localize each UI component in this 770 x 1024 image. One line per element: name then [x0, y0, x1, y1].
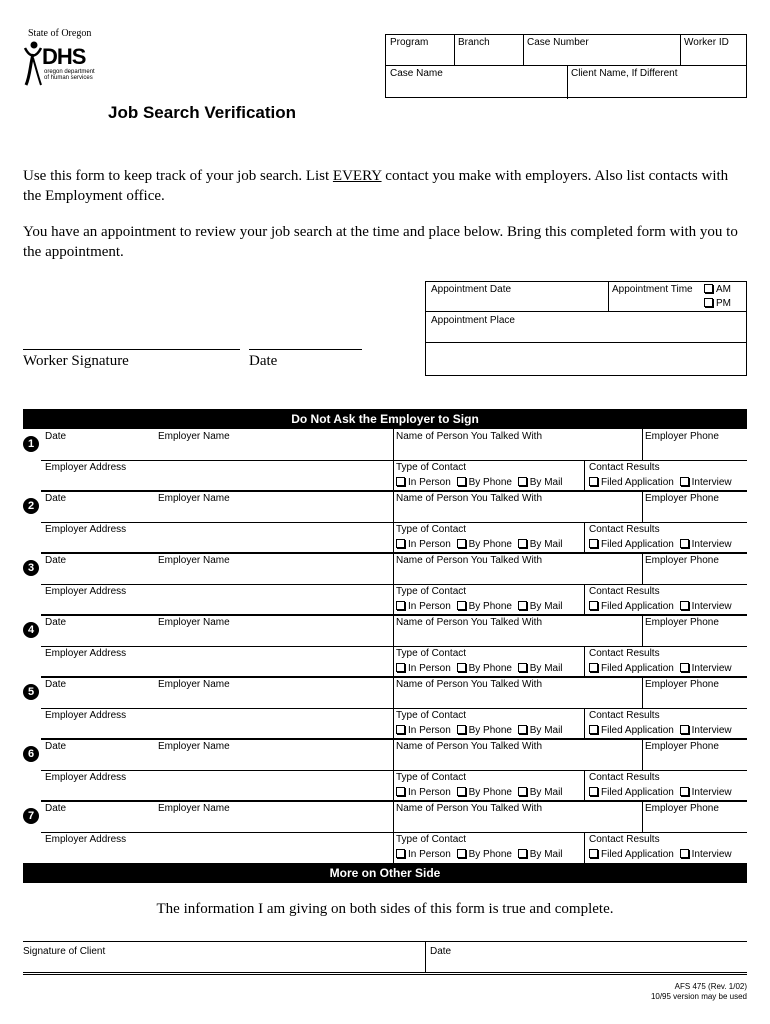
logo-wordmark: DHS	[42, 44, 86, 69]
job-contact-log	[23, 429, 747, 863]
more-on-other-side-bar: More on Other Side	[23, 863, 747, 883]
case-info-box	[385, 34, 747, 98]
contact-entry	[23, 429, 747, 491]
program-field[interactable]: Program	[390, 37, 429, 48]
contact-results-label: Contact Results	[589, 524, 660, 535]
employer-address-field[interactable]: Employer Address	[45, 462, 127, 473]
filed-application-checkbox[interactable]	[589, 725, 598, 734]
type-of-contact-label: Type of Contact	[396, 834, 467, 845]
interview-option[interactable]: Interview	[680, 539, 732, 550]
filed-application-checkbox[interactable]	[589, 663, 598, 672]
in-person-option[interactable]: In Person	[396, 849, 451, 860]
logo-subtitle-2: of human services	[44, 75, 93, 81]
by-mail-option[interactable]: By Mail	[518, 539, 563, 550]
case-number-field[interactable]: Case Number	[527, 37, 589, 48]
by-mail-option[interactable]: By Mail	[518, 663, 563, 674]
employer-phone-field[interactable]: Employer Phone	[645, 803, 719, 814]
employer-address-field[interactable]: Employer Address	[45, 648, 127, 659]
client-date-field[interactable]: Date	[430, 946, 452, 957]
contact-type-options	[396, 663, 563, 675]
person-talked-with-field[interactable]: Name of Person You Talked With	[396, 493, 543, 504]
contact-entry	[23, 553, 747, 615]
by-mail-checkbox[interactable]	[518, 725, 527, 734]
every-emphasis: EVERY	[332, 168, 382, 184]
by-phone-checkbox[interactable]	[457, 539, 466, 548]
contact-type-options	[396, 725, 563, 737]
client-signature-box	[23, 941, 747, 975]
worker-date-line[interactable]	[249, 349, 362, 350]
contact-entry	[23, 615, 747, 677]
contact-type-options	[396, 849, 563, 861]
employer-phone-field[interactable]: Employer Phone	[645, 617, 719, 628]
date-field[interactable]: Date	[45, 431, 67, 442]
contact-entry	[23, 801, 747, 863]
am-checkbox[interactable]	[704, 284, 713, 293]
contact-entry	[23, 739, 747, 801]
by-phone-option[interactable]: By Phone	[457, 849, 512, 860]
filed-application-checkbox[interactable]	[589, 787, 598, 796]
interview-option[interactable]: Interview	[680, 725, 732, 736]
contact-results-label: Contact Results	[589, 648, 660, 659]
date-field[interactable]: Date	[45, 803, 67, 814]
by-phone-checkbox[interactable]	[457, 787, 466, 796]
filed-application-option[interactable]: Filed Application	[589, 601, 674, 612]
employer-phone-field[interactable]: Employer Phone	[645, 431, 719, 442]
entry-number-badge: 2	[23, 498, 39, 514]
contact-results-label: Contact Results	[589, 462, 660, 473]
employer-address-field[interactable]: Employer Address	[45, 834, 127, 845]
date-field[interactable]: Date	[45, 493, 67, 504]
interview-option[interactable]: Interview	[680, 787, 732, 798]
person-talked-with-field[interactable]: Name of Person You Talked With	[396, 617, 543, 628]
version-note: 10/95 version may be used	[650, 992, 747, 1001]
log-header-bar: Do Not Ask the Employer to Sign	[23, 409, 747, 429]
date-field[interactable]: Date	[45, 679, 67, 690]
type-of-contact-label: Type of Contact	[396, 462, 467, 473]
contact-results-label: Contact Results	[589, 586, 660, 597]
interview-checkbox[interactable]	[680, 787, 689, 796]
employer-name-field[interactable]: Employer Name	[158, 741, 230, 752]
entry-number-badge: 4	[23, 622, 39, 638]
contact-type-options	[396, 477, 563, 489]
client-signature-field[interactable]: Signature of Client	[23, 946, 106, 957]
by-mail-option[interactable]: By Mail	[518, 477, 563, 488]
interview-option[interactable]: Interview	[680, 663, 732, 674]
by-phone-checkbox[interactable]	[457, 663, 466, 672]
by-mail-option[interactable]: By Mail	[518, 849, 563, 860]
person-talked-with-field[interactable]: Name of Person You Talked With	[396, 431, 543, 442]
worker-date-label: Date	[249, 353, 278, 369]
interview-option[interactable]: Interview	[680, 601, 732, 612]
page-title: Job Search Verification	[108, 103, 297, 122]
in-person-checkbox[interactable]	[396, 539, 405, 548]
entry-number-badge: 5	[23, 684, 39, 700]
by-phone-checkbox[interactable]	[457, 849, 466, 858]
contact-type-options	[396, 601, 563, 613]
appointment-place-field[interactable]: Appointment Place	[431, 315, 515, 326]
employer-phone-field[interactable]: Employer Phone	[645, 555, 719, 566]
in-person-option[interactable]: In Person	[396, 477, 451, 488]
in-person-option[interactable]: In Person	[396, 787, 451, 798]
contact-results-options	[589, 663, 732, 675]
filed-application-option[interactable]: Filed Application	[589, 477, 674, 488]
am-option[interactable]: AM	[704, 284, 731, 296]
filed-application-option[interactable]: Filed Application	[589, 539, 674, 550]
employer-address-field[interactable]: Employer Address	[45, 772, 127, 783]
filed-application-checkbox[interactable]	[589, 477, 598, 486]
worker-signature-label: Worker Signature	[23, 353, 129, 369]
contact-results-label: Contact Results	[589, 710, 660, 721]
employer-name-field[interactable]: Employer Name	[158, 803, 230, 814]
by-mail-checkbox[interactable]	[518, 539, 527, 548]
branch-field[interactable]: Branch	[458, 37, 490, 48]
by-mail-checkbox[interactable]	[518, 663, 527, 672]
form-id: AFS 475 (Rev. 1/02)	[674, 982, 747, 991]
entry-number-badge: 3	[23, 560, 39, 576]
in-person-option[interactable]: In Person	[396, 601, 451, 612]
in-person-checkbox[interactable]	[396, 663, 405, 672]
contact-entry	[23, 677, 747, 739]
contact-entry	[23, 491, 747, 553]
by-phone-option[interactable]: By Phone	[457, 601, 512, 612]
employer-name-field[interactable]: Employer Name	[158, 617, 230, 628]
by-phone-checkbox[interactable]	[457, 601, 466, 610]
employer-name-field[interactable]: Employer Name	[158, 555, 230, 566]
interview-option[interactable]: Interview	[680, 849, 732, 860]
in-person-checkbox[interactable]	[396, 725, 405, 734]
date-field[interactable]: Date	[45, 555, 67, 566]
filed-application-option[interactable]: Filed Application	[589, 725, 674, 736]
type-of-contact-label: Type of Contact	[396, 524, 467, 535]
state-label: State of Oregon	[28, 28, 92, 39]
contact-results-options	[589, 601, 732, 613]
employer-phone-field[interactable]: Employer Phone	[645, 741, 719, 752]
employer-name-field[interactable]: Employer Name	[158, 679, 230, 690]
appointment-time-field[interactable]: Appointment Time	[612, 284, 693, 295]
pm-checkbox[interactable]	[704, 298, 713, 307]
type-of-contact-label: Type of Contact	[396, 772, 467, 783]
type-of-contact-label: Type of Contact	[396, 710, 467, 721]
person-talked-with-field[interactable]: Name of Person You Talked With	[396, 555, 543, 566]
filed-application-checkbox[interactable]	[589, 601, 598, 610]
appointment-date-field[interactable]: Appointment Date	[431, 284, 512, 295]
contact-results-label: Contact Results	[589, 834, 660, 845]
filed-application-checkbox[interactable]	[589, 849, 598, 858]
by-phone-option[interactable]: By Phone	[457, 477, 512, 488]
dhs-logo	[22, 40, 102, 88]
entry-number-badge: 6	[23, 746, 39, 762]
by-phone-option[interactable]: By Phone	[457, 663, 512, 674]
interview-checkbox[interactable]	[680, 849, 689, 858]
employer-phone-field[interactable]: Employer Phone	[645, 493, 719, 504]
employer-name-field[interactable]: Employer Name	[158, 493, 230, 504]
interview-checkbox[interactable]	[680, 725, 689, 734]
filed-application-checkbox[interactable]	[589, 539, 598, 548]
by-mail-option[interactable]: By Mail	[518, 725, 563, 736]
contact-type-options	[396, 539, 563, 551]
filed-application-option[interactable]: Filed Application	[589, 849, 674, 860]
in-person-checkbox[interactable]	[396, 477, 405, 486]
in-person-option[interactable]: In Person	[396, 539, 451, 550]
by-mail-option[interactable]: By Mail	[518, 787, 563, 798]
person-talked-with-field[interactable]: Name of Person You Talked With	[396, 803, 543, 814]
contact-results-options	[589, 477, 732, 489]
employer-address-field[interactable]: Employer Address	[45, 710, 127, 721]
in-person-option[interactable]: In Person	[396, 663, 451, 674]
by-mail-checkbox[interactable]	[518, 787, 527, 796]
type-of-contact-label: Type of Contact	[396, 648, 467, 659]
case-name-field[interactable]: Case Name	[390, 68, 443, 79]
in-person-option[interactable]: In Person	[396, 725, 451, 736]
client-name-field[interactable]: Client Name, If Different	[571, 68, 678, 79]
by-phone-checkbox[interactable]	[457, 725, 466, 734]
attestation-statement: The information I am giving on both sides of this form is true and complete.	[156, 901, 614, 917]
interview-checkbox[interactable]	[680, 539, 689, 548]
in-person-checkbox[interactable]	[396, 849, 405, 858]
employer-address-field[interactable]: Employer Address	[45, 586, 127, 597]
person-talked-with-field[interactable]: Name of Person You Talked With	[396, 679, 543, 690]
by-phone-option[interactable]: By Phone	[457, 787, 512, 798]
date-field[interactable]: Date	[45, 617, 67, 628]
filed-application-option[interactable]: Filed Application	[589, 663, 674, 674]
worker-id-field[interactable]: Worker ID	[684, 37, 729, 48]
by-mail-checkbox[interactable]	[518, 601, 527, 610]
entry-number-badge: 7	[23, 808, 39, 824]
date-field[interactable]: Date	[45, 741, 67, 752]
contact-results-options	[589, 725, 732, 737]
by-mail-option[interactable]: By Mail	[518, 601, 563, 612]
pm-option[interactable]: PM	[704, 298, 731, 310]
type-of-contact-label: Type of Contact	[396, 586, 467, 597]
interview-option[interactable]: Interview	[680, 477, 732, 488]
figure-icon	[22, 40, 44, 86]
contact-results-options	[589, 849, 732, 861]
interview-checkbox[interactable]	[680, 477, 689, 486]
person-talked-with-field[interactable]: Name of Person You Talked With	[396, 741, 543, 752]
employer-name-field[interactable]: Employer Name	[158, 431, 230, 442]
by-phone-option[interactable]: By Phone	[457, 725, 512, 736]
employer-address-field[interactable]: Employer Address	[45, 524, 127, 535]
by-phone-option[interactable]: By Phone	[457, 539, 512, 550]
worker-signature-line[interactable]	[23, 349, 240, 350]
appointment-box	[425, 281, 747, 376]
contact-results-options	[589, 539, 732, 551]
in-person-checkbox[interactable]	[396, 601, 405, 610]
by-phone-checkbox[interactable]	[457, 477, 466, 486]
intro-paragraph-1: Use this form to keep track of your job search. List EVERY contact you make with employers. Also list contacts with the Employment office.	[23, 168, 729, 204]
employer-phone-field[interactable]: Employer Phone	[645, 679, 719, 690]
by-mail-checkbox[interactable]	[518, 477, 527, 486]
in-person-checkbox[interactable]	[396, 787, 405, 796]
contact-results-label: Contact Results	[589, 772, 660, 783]
interview-checkbox[interactable]	[680, 663, 689, 672]
filed-application-option[interactable]: Filed Application	[589, 787, 674, 798]
contact-type-options	[396, 787, 563, 799]
logo-subtitle-1: oregon department	[44, 69, 95, 75]
intro-paragraph-2: You have an appointment to review your job search at the time and place below. Bring this completed form with you to the appointment.	[23, 224, 738, 260]
interview-checkbox[interactable]	[680, 601, 689, 610]
entry-number-badge: 1	[23, 436, 39, 452]
by-mail-checkbox[interactable]	[518, 849, 527, 858]
contact-results-options	[589, 787, 732, 799]
